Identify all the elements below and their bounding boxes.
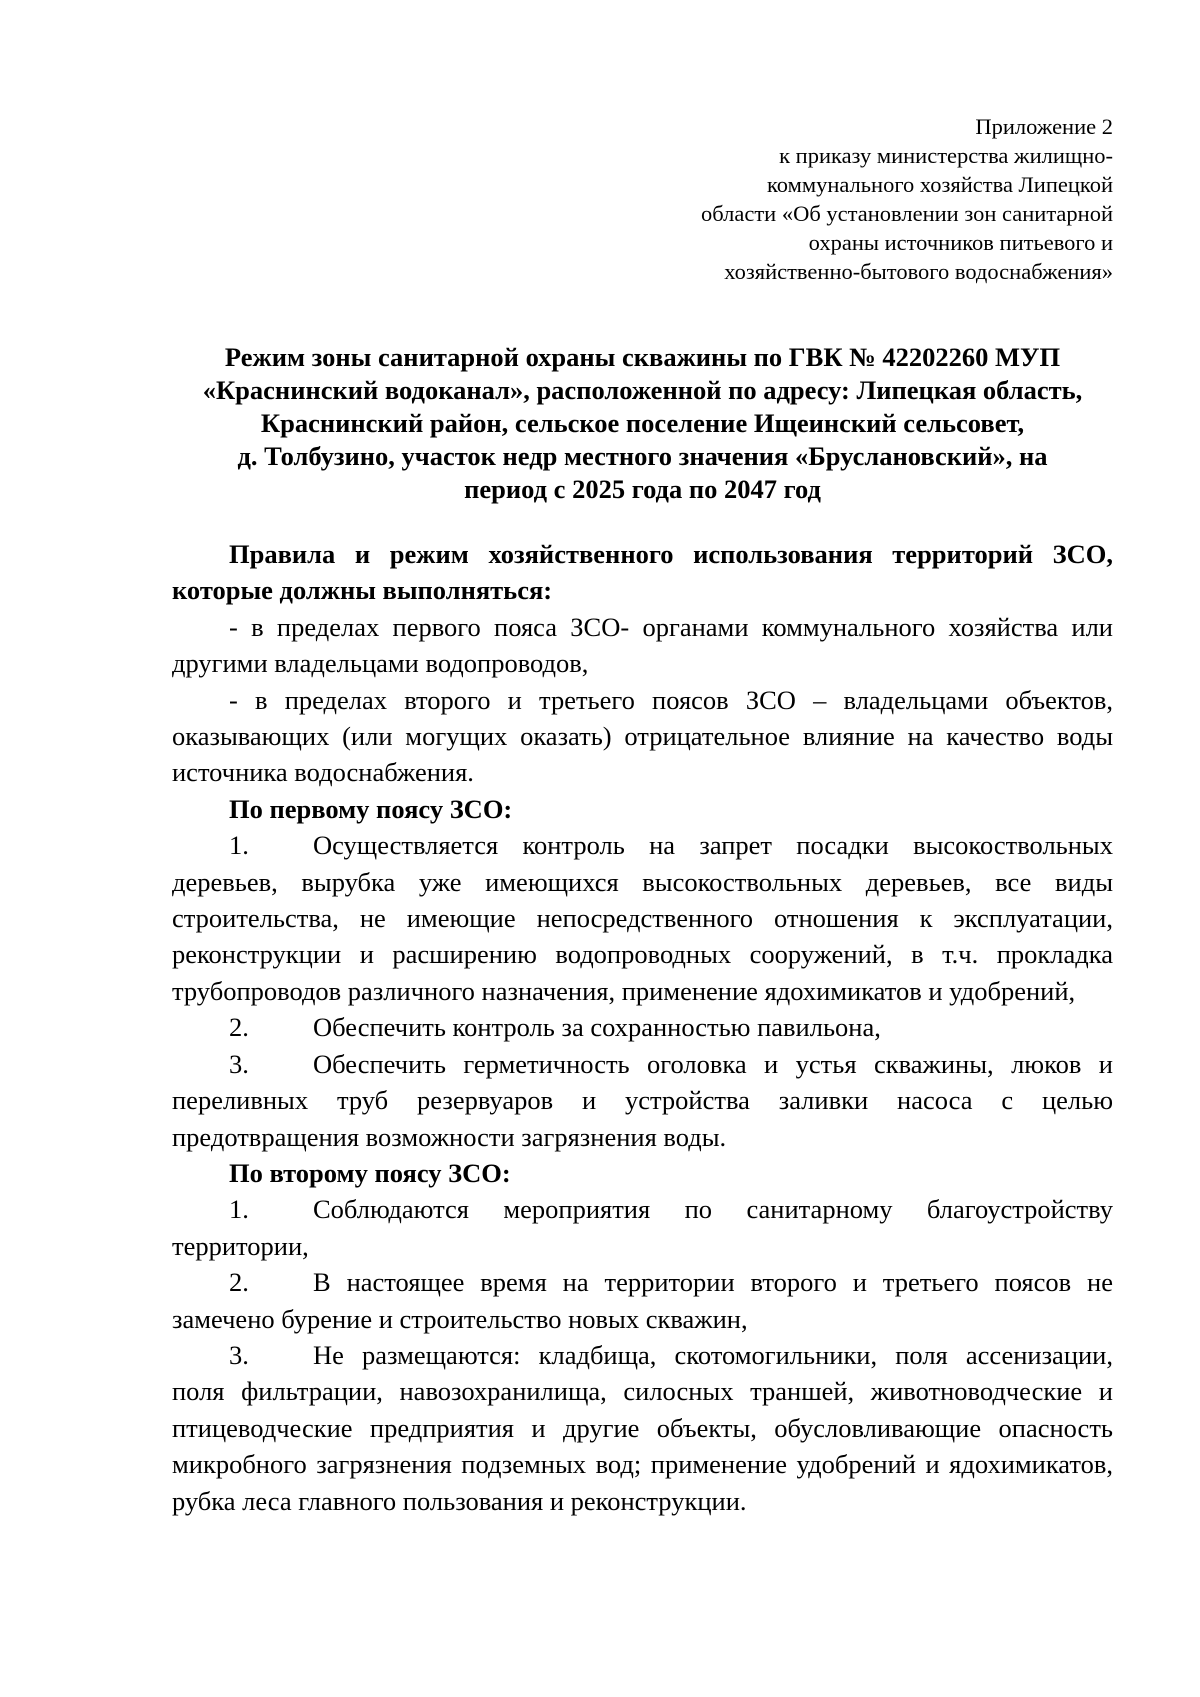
item-text: В настоящее время на территории второго и третьего поясов не замечено бурение и строительство новых скважин, [172, 1267, 1113, 1334]
belt2-item [172, 1191, 1113, 1264]
document-title [172, 341, 1113, 506]
item-text: Не размещаются: кладбища, скотомогильники, поля ассенизации, поля фильтрации, навозохранилища, силосных траншей, животноводческие и птицеводческие предприятия и другие объекты, обусловливающие опасность микробного загрязнения подземных вод; применение удобрений и ядохимикатов, рубка леса главного пользования и реконструкции. [172, 1339, 1113, 1516]
item-text: Обеспечить герметичность оголовка и устья скважины, люков и переливных труб резервуаров и устройства заливки насоса с целью предотвращения возможности загрязнения воды. [172, 1048, 1113, 1152]
appendix-line: коммунального хозяйства Липецкой [766, 172, 1113, 197]
item-number: 3. [229, 1048, 249, 1079]
belt2-item [172, 1264, 1113, 1337]
item-text: Осуществляется контроль на запрет посадки высокоствольных деревьев, вырубка уже имеющихся высокоствольных деревьев, все виды строительства, не имеющие непосредственного отношения к эксплуатации, реконструкции и расширению водопроводных сооружений, в т.ч. прокладка трубопроводов различного назначения, применение ядохимикатов и удобрений, [172, 830, 1113, 1006]
document-body [172, 536, 1113, 1519]
item-number: 3. [229, 1339, 249, 1370]
item-text: Обеспечить контроль за сохранностью павильона, [313, 1012, 881, 1043]
belt2-item [172, 1337, 1113, 1519]
title-line: Режим зоны санитарной охраны скважины по ГВК № 42202260 МУП [224, 342, 1061, 372]
title-line: период с 2025 года по 2047 год [464, 474, 821, 504]
title-line: «Краснинский водоканал», расположенной по адресу: Липецкая область, [202, 375, 1083, 405]
appendix-line: области «Об установлении зон санитарной [701, 201, 1113, 226]
appendix-line: к приказу министерства жилищно- [779, 143, 1113, 168]
item-number: 1. [229, 1194, 249, 1225]
belt2-heading: По второму поясу ЗСО: [229, 1157, 511, 1188]
rules-bullet: - в пределах первого пояса ЗСО- органами коммунального хозяйства или другими владельцами водопроводов, [172, 611, 1113, 679]
appendix-line: хозяйственно-бытового водоснабжения» [724, 259, 1113, 284]
item-number: 2. [229, 1012, 249, 1043]
appendix-line: охраны источников питьевого и [808, 230, 1113, 255]
title-line: д. Толбузино, участок недр местного значения «Бруслановский», на [237, 441, 1048, 471]
rules-heading: Правила и режим хозяйственного использования территорий ЗСО, которые должны выполняться: [172, 539, 1113, 606]
belt1-item [172, 1046, 1113, 1155]
item-number: 1. [229, 830, 249, 861]
appendix-line: Приложение 2 [975, 114, 1113, 139]
belt1-item [172, 1009, 1113, 1045]
belt1-item [172, 827, 1113, 1009]
belt1-heading: По первому поясу ЗСО: [229, 793, 513, 824]
item-text: Соблюдаются мероприятия по санитарному благоустройству территории, [172, 1194, 1113, 1261]
appendix-note [172, 112, 1113, 286]
item-number: 2. [229, 1267, 249, 1298]
rules-bullet: - в пределах второго и третьего поясов ЗСО – владельцами объектов, оказывающих (или могущих оказать) отрицательное влияние на качество воды источника водоснабжения. [172, 684, 1113, 788]
title-line: Краснинский район, сельское поселение Ищеинский сельсовет, [260, 408, 1025, 438]
